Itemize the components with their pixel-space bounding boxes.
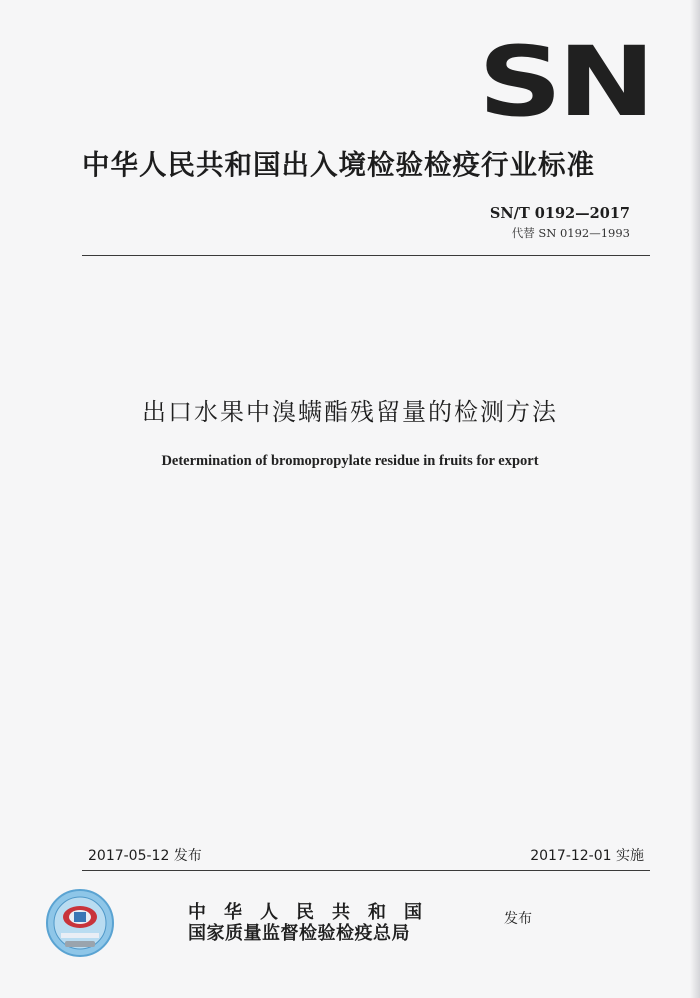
document-title-english: Determination of bromopropylate residue in fruits for export [161,453,539,469]
anti-counterfeit-seal-icon [45,888,115,958]
issuer-line-agency: 国家质量监督检验检疫总局 [188,923,410,944]
issuer-line-country: 中华人民共和国 [188,902,440,923]
replaces-standard: 代替 SN 0192—1993 [511,226,630,240]
bottom-divider [82,870,650,871]
sn-logo: SN [478,26,651,138]
top-divider [82,255,650,256]
implementation-date: 2017-12-01 实施 [530,848,644,864]
publish-label: 发布 [504,911,532,927]
issue-date: 2017-05-12 发布 [88,848,202,864]
standard-code: SN/T 0192—2017 [489,205,630,222]
standard-category-title: 中华人民共和国出入境检验检疫行业标准 [82,149,595,181]
document-title-chinese: 出口水果中溴螨酯残留量的检测方法 [142,398,558,426]
paper-edge-shadow [690,0,700,998]
